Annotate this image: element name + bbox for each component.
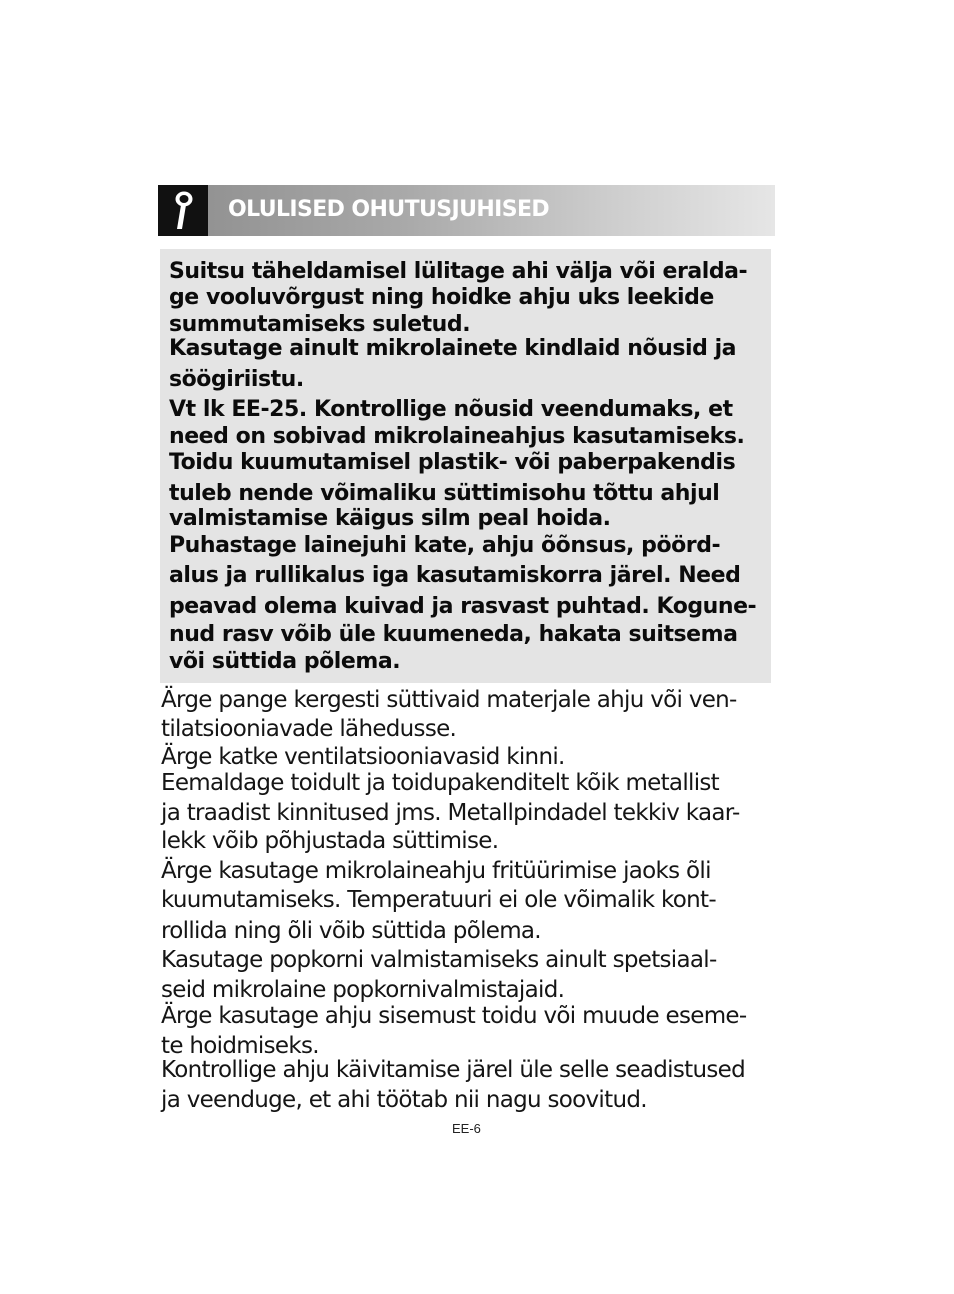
- body-line: Eemaldage toidult ja toidupakenditelt kõik metallist: [161, 770, 719, 796]
- page-number: EE-6: [452, 1121, 481, 1136]
- warning-line: peavad olema kuivad ja rasvast puhtad. Kogune-: [169, 594, 757, 619]
- warning-line: Kasutage ainult mikrolainete kindlaid nõusid ja: [169, 336, 737, 361]
- warning-line: Toidu kuumutamisel plastik- või paberpakendis: [169, 450, 736, 475]
- body-line: Kontrollige ahju käivitamise järel üle selle seadistused: [161, 1057, 745, 1083]
- warning-line: nud rasv võib üle kuumeneda, hakata suitsema: [169, 622, 738, 647]
- warning-line: alus ja rullikalus iga kasutamiskorra järel. Need: [169, 563, 741, 588]
- body-line: Ärge katke ventilatsiooniavasid kinni.: [161, 744, 565, 770]
- warning-line: summutamiseks suletud.: [169, 312, 471, 337]
- body-line: ja veenduge, et ahi töötab nii nagu soovitud.: [161, 1087, 647, 1113]
- body-line: lekk võib põhjustada süttimise.: [161, 828, 499, 854]
- warning-line: söögiriistu.: [169, 367, 304, 392]
- body-line: Ärge pange kergesti süttivaid materjale ahju või ven-: [161, 687, 737, 713]
- warning-line: või süttida põlema.: [169, 649, 401, 674]
- info-pin-icon: [171, 190, 195, 232]
- warning-line: Suitsu täheldamisel lülitage ahi välja või eralda-: [169, 259, 748, 284]
- body-line: kuumutamiseks. Temperatuuri ei ole võimalik kont-: [161, 887, 716, 913]
- warning-line: tuleb nende võimaliku süttimisohu tõttu ahjul: [169, 481, 720, 506]
- body-line: seid mikrolaine popkornivalmistajaid.: [161, 977, 565, 1003]
- warning-line: valmistamise käigus silm peal hoida.: [169, 506, 611, 531]
- body-line: rollida ning õli võib süttida põlema.: [161, 918, 541, 944]
- warning-box: [160, 249, 771, 683]
- body-line: Ärge kasutage ahju sisemust toidu või muude eseme-: [161, 1003, 747, 1029]
- body-line: Ärge kasutage mikrolaineahju fritüürimise jaoks õli: [161, 858, 711, 884]
- warning-line: need on sobivad mikrolaineahjus kasutamiseks.: [169, 424, 745, 449]
- warning-line: Puhastage lainejuhi kate, ahju õõnsus, pöörd-: [169, 533, 721, 558]
- body-line: Kasutage popkorni valmistamiseks ainult spetsiaal-: [161, 947, 717, 973]
- body-line: ja traadist kinnitused jms. Metallpindadel tekkiv kaar-: [161, 800, 740, 826]
- warning-line: ge vooluvõrgust ning hoidke ahju uks leekide: [169, 285, 714, 310]
- body-line: te hoidmiseks.: [161, 1033, 319, 1059]
- section-title: OLULISED OHUTUSJUHISED: [228, 197, 550, 222]
- header-icon-box: [158, 185, 208, 236]
- section-header: [158, 185, 775, 236]
- warning-line: Vt lk EE-25. Kontrollige nõusid veendumaks, et: [169, 397, 733, 422]
- body-line: tilatsiooniavade lähedusse.: [161, 716, 457, 742]
